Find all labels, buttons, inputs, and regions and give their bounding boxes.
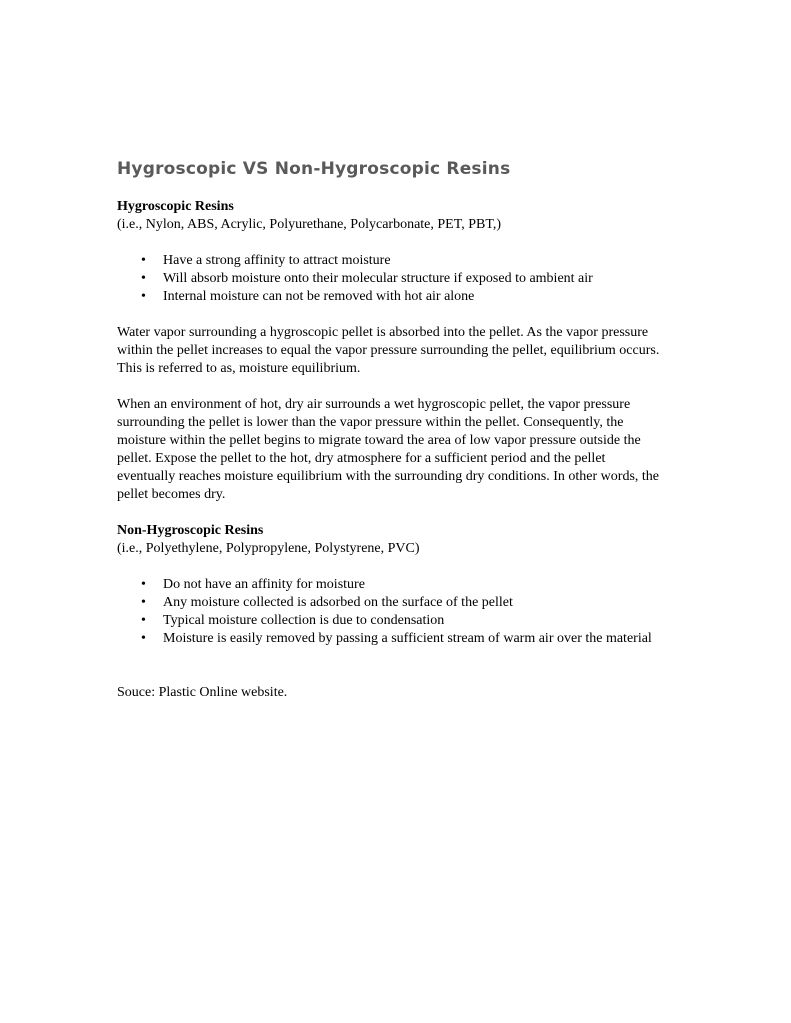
- list-item-text: Moisture is easily removed by passing a sufficient stream of warm air over the material: [163, 631, 652, 646]
- source-note: Souce: Plastic Online website.: [117, 685, 288, 700]
- list-item-text: Typical moisture collection is due to condensation: [163, 613, 445, 628]
- hygroscopic-section: [117, 198, 667, 504]
- non-hygroscopic-bullet-list: [117, 576, 667, 648]
- non-hygroscopic-section: [117, 522, 667, 648]
- non-hygroscopic-heading: Non-Hygroscopic Resins: [117, 523, 264, 538]
- list-item-text: Internal moisture can not be removed with hot air alone: [163, 289, 475, 304]
- bullet-icon: •: [141, 613, 146, 628]
- list-item: [117, 252, 667, 270]
- document-page: [117, 158, 667, 716]
- bullet-icon: •: [141, 577, 146, 592]
- hygroscopic-examples: (i.e., Nylon, ABS, Acrylic, Polyurethane, Polycarbonate, PET, PBT,): [117, 217, 502, 232]
- document-title: Hygroscopic VS Non-Hygroscopic Resins: [117, 159, 511, 179]
- hygroscopic-heading: Hygroscopic Resins: [117, 199, 234, 214]
- list-item-text: Any moisture collected is adsorbed on the surface of the pellet: [163, 595, 513, 610]
- list-item: [117, 612, 667, 630]
- list-item: [117, 594, 667, 612]
- list-item: [117, 288, 667, 306]
- bullet-icon: •: [141, 289, 146, 304]
- paragraph-drying-process: When an environment of hot, dry air surrounds a wet hygroscopic pellet, the vapor pressure surrounding the pellet is lower than the vapor pressure within the pellet. Consequently, the moisture within the pellet begins to migrate toward the area of low vapor pressure outside the pellet. Expose the pellet to the hot, dry atmosphere for a sufficient period and the pellet eventually reaches moisture equilibrium with the surrounding dry conditions. In other words, the pellet becomes dry.: [117, 397, 659, 502]
- list-item-text: Have a strong affinity to attract moisture: [163, 253, 391, 268]
- bullet-icon: •: [141, 595, 146, 610]
- bullet-icon: •: [141, 271, 146, 286]
- list-item-text: Do not have an affinity for moisture: [163, 577, 365, 592]
- list-item: [117, 270, 667, 288]
- bullet-icon: •: [141, 631, 146, 646]
- list-item-text: Will absorb moisture onto their molecular structure if exposed to ambient air: [163, 271, 593, 286]
- paragraph-vapor-equilibrium: Water vapor surrounding a hygroscopic pellet is absorbed into the pellet. As the vapor pressure within the pellet increases to equal the vapor pressure surrounding the pellet, equilibrium occurs. This is referred to as, moisture equilibrium.: [117, 325, 660, 376]
- bullet-icon: •: [141, 253, 146, 268]
- hygroscopic-bullet-list: [117, 252, 667, 306]
- list-item: [117, 630, 667, 648]
- non-hygroscopic-examples: (i.e., Polyethylene, Polypropylene, Polystyrene, PVC): [117, 541, 420, 556]
- list-item: [117, 576, 667, 594]
